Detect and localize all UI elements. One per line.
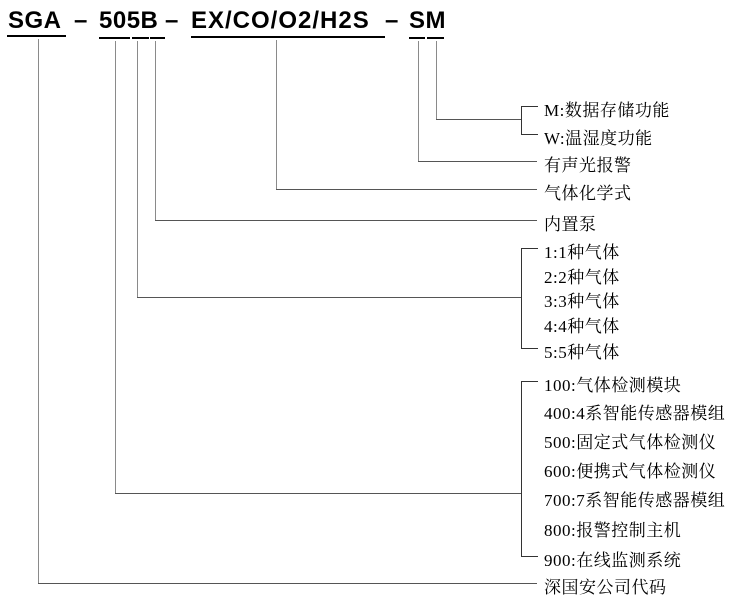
bracket-count-vertical — [521, 248, 522, 349]
label-series-100: 100:气体检测模块 — [544, 376, 682, 395]
label-builtin-pump: 内置泵 — [544, 215, 597, 234]
label-series-500: 500:固定式气体检测仪 — [544, 433, 717, 452]
underline-sm-s — [409, 37, 425, 39]
code-part-gases: EX/CO/O2/H2S — [191, 7, 370, 34]
label-gas-count-4: 4:4种气体 — [544, 317, 620, 336]
label-series-900: 900:在线监测系统 — [544, 551, 682, 570]
connector-alarm — [418, 161, 537, 162]
connector-series — [115, 493, 521, 494]
label-gas-count-5: 5:5种气体 — [544, 343, 620, 362]
label-company-code: 深国安公司代码 — [544, 578, 667, 597]
underline-gases — [191, 36, 385, 38]
label-sound-light-alarm: 有声光报警 — [544, 156, 632, 175]
drop-line-m-option — [436, 41, 437, 119]
code-part-505b: 505B — [99, 7, 159, 34]
bracket-mw-vertical — [521, 106, 522, 135]
bracket-count-stub-top — [521, 248, 538, 249]
bracket-series-vertical — [521, 381, 522, 557]
bracket-series-stub-top — [521, 381, 538, 382]
connector-gases — [276, 189, 537, 190]
bracket-series-stub-bottom — [521, 556, 538, 557]
code-part-sm: SM — [409, 7, 446, 34]
code-separator-3: – — [385, 7, 399, 34]
label-gas-formula: 气体化学式 — [544, 184, 632, 203]
underline-505b-3 — [150, 37, 165, 39]
drop-line-pump — [155, 41, 156, 220]
drop-line-sga — [38, 39, 39, 583]
underline-505b-2 — [132, 37, 149, 39]
bracket-count-stub-bottom — [521, 348, 538, 349]
label-series-800: 800:报警控制主机 — [544, 521, 682, 540]
label-gas-count-1: 1:1种气体 — [544, 243, 620, 262]
label-gas-count-3: 3:3种气体 — [544, 292, 620, 311]
connector-gas-count — [137, 297, 521, 298]
connector-pump — [155, 220, 537, 221]
label-w-temp-humidity: W:温湿度功能 — [544, 129, 653, 148]
label-series-600: 600:便携式气体检测仪 — [544, 462, 717, 481]
label-series-700: 700:7系智能传感器模组 — [544, 491, 726, 510]
connector-company — [38, 583, 537, 584]
bracket-mw-stub-top — [521, 106, 538, 107]
drop-line-gas-count — [137, 41, 138, 297]
underline-sm-m — [427, 37, 444, 39]
code-separator-2: – — [165, 7, 179, 34]
code-part-sga: SGA — [8, 7, 62, 34]
bracket-mw-stub-bottom — [521, 134, 538, 135]
drop-line-gases — [276, 40, 277, 189]
underline-sga — [7, 35, 66, 37]
label-m-data-storage: M:数据存储功能 — [544, 101, 670, 120]
label-gas-count-2: 2:2种气体 — [544, 268, 620, 287]
drop-line-series — [115, 41, 116, 493]
code-separator-1: – — [74, 7, 88, 34]
label-series-400: 400:4系智能传感器模组 — [544, 404, 726, 423]
drop-line-s-option — [418, 41, 419, 161]
connector-m-option — [436, 119, 521, 120]
underline-505b-1 — [99, 37, 130, 39]
